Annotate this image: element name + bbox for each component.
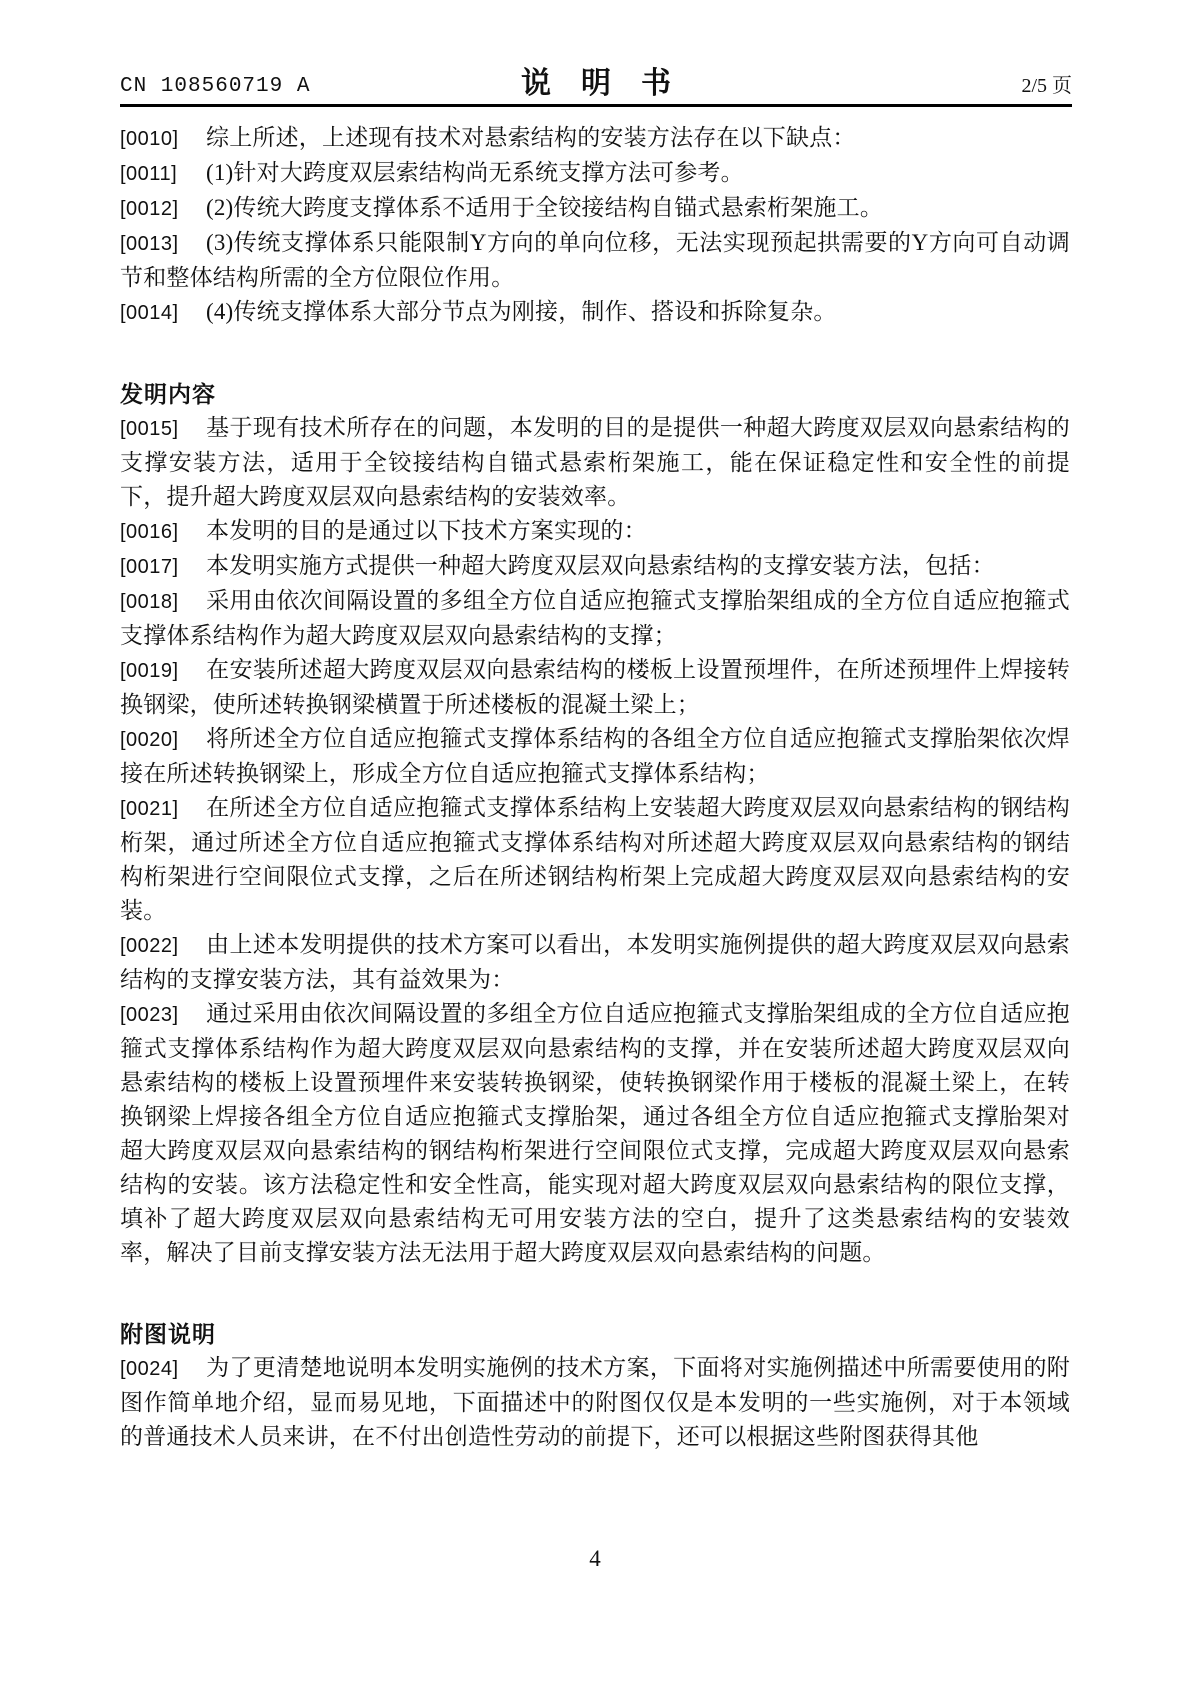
document-title: 说 明 书 [521,67,671,100]
document-body [120,121,1070,1454]
patent-number: CN 108560719 A [120,75,311,98]
paragraph-text: 在安装所述超大跨度双层双向悬索结构的楼板上设置预埋件，在所述预埋件上焊接转换钢梁，使所述转换钢梁横置于所述楼板的混凝土梁上； [120,657,1070,717]
paragraph-number: [0023] [120,1004,179,1026]
paragraph-text: 将所述全方位自适应抱箍式支撑体系结构的各组全方位自适应抱箍式支撑胎架依次焊接在所述转换钢梁上，形成全方位自适应抱箍式支撑体系结构； [120,726,1070,786]
paragraph-text: (2)传统大跨度支撑体系不适用于全铰接结构自锚式悬索桁架施工。 [206,195,884,220]
paragraph [120,1351,1070,1454]
paragraph-text: 在所述全方位自适应抱箍式支撑体系结构上安装超大跨度双层双向悬索结构的钢结构桁架，通过所述全方位自适应抱箍式支撑体系结构对所述超大跨度双层双向悬索结构的钢结构桁架进行空间限位式支撑，之后在所述钢结构桁架上完成超大跨度双层双向悬索结构的安装。 [120,795,1070,923]
paragraph-number: [0013] [120,233,179,255]
paragraph-number: [0014] [120,302,179,324]
paragraph-text: 通过采用由依次间隔设置的多组全方位自适应抱箍式支撑胎架组成的全方位自适应抱箍式支撑体系结构作为超大跨度双层双向悬索结构的支撑，并在安装所述超大跨度双层双向悬索结构的楼板上设置预埋件来安装转换钢梁，使转换钢梁作用于楼板的混凝土梁上，在转换钢梁上焊接各组全方位自适应抱箍式支撑胎架，通过各组全方位自适应抱箍式支撑胎架对超大跨度双层双向悬索结构的钢结构桁架进行空间限位式支撑，完成超大跨度双层双向悬索结构的安装。该方法稳定性和安全性高，能实现对超大跨度双层双向悬索结构的限位支撑，填补了超大跨度双层双向悬索结构无可用安装方法的空白，提升了这类悬索结构的安装效率，解决了目前支撑安装方法无法用于超大跨度双层双向悬索结构的问题。 [120,1001,1070,1265]
header-divider [120,104,1072,107]
paragraph-number: [0021] [120,798,179,820]
page-header [120,54,1072,104]
paragraph-number: [0016] [120,521,179,543]
paragraph-number: [0019] [120,660,179,682]
paragraph [120,722,1070,791]
paragraph-text: 采用由依次间隔设置的多组全方位自适应抱箍式支撑胎架组成的全方位自适应抱箍式支撑体系结构作为超大跨度双层双向悬索结构的支撑； [120,588,1070,648]
paragraph-number: [0020] [120,729,179,751]
paragraph [120,791,1070,928]
paragraph-text: 综上所述，上述现有技术对悬索结构的安装方法存在以下缺点： [206,125,856,150]
paragraph-text: 本发明的目的是通过以下技术方案实现的： [206,518,647,543]
paragraph-number: [0012] [120,198,179,220]
paragraph-number: [0022] [120,935,179,957]
paragraph [120,156,1070,191]
paragraph-text: 为了更清楚地说明本发明实施例的技术方案，下面将对实施例描述中所需要使用的附图作简单地介绍，显而易见地，下面描述中的附图仅仅是本发明的一些实施例，对于本领域的普通技术人员来讲，在不付出创造性劳动的前提下，还可以根据这些附图获得其他 [120,1355,1070,1449]
section-heading: 发明内容 [120,381,216,407]
paragraph [120,226,1070,295]
sheet-page-number: 4 [589,1546,601,1571]
section-heading: 附图说明 [120,1321,216,1347]
page-indicator: 2/5 页 [1021,75,1072,97]
paragraph [120,295,1070,330]
paragraph [120,997,1070,1270]
paragraph [120,653,1070,722]
paragraph-text: (1)针对大跨度双层索结构尚无系统支撑方法可参考。 [206,160,744,185]
paragraph-number: [0011] [120,163,178,185]
paragraph [120,121,1070,156]
paragraph-text: (4)传统支撑体系大部分节点为刚接，制作、搭设和拆除复杂。 [206,299,837,324]
paragraph [120,549,1070,584]
paragraph-text: 由上述本发明提供的技术方案可以看出，本发明实施例提供的超大跨度双层双向悬索结构的支撑安装方法，其有益效果为： [120,932,1070,992]
paragraph [120,411,1070,514]
paragraph-number: [0010] [120,128,179,150]
paragraph [120,191,1070,226]
paragraph-number: [0024] [120,1358,179,1380]
paragraph-number: [0018] [120,591,179,613]
paragraph-text: 本发明实施方式提供一种超大跨度双层双向悬索结构的支撑安装方法，包括： [206,553,995,578]
paragraph [120,514,1070,549]
paragraph-text: 基于现有技术所存在的问题，本发明的目的是提供一种超大跨度双层双向悬索结构的支撑安装方法，适用于全铰接结构自锚式悬索桁架施工，能在保证稳定性和安全性的前提下，提升超大跨度双层双向悬索结构的安装效率。 [120,415,1070,509]
paragraph-number: [0015] [120,418,179,440]
paragraph [120,928,1070,997]
paragraph-number: [0017] [120,556,179,578]
paragraph-text: (3)传统支撑体系只能限制Y方向的单向位移，无法实现预起拱需要的Y方向可自动调节和整体结构所需的全方位限位作用。 [120,230,1070,290]
paragraph [120,584,1070,653]
